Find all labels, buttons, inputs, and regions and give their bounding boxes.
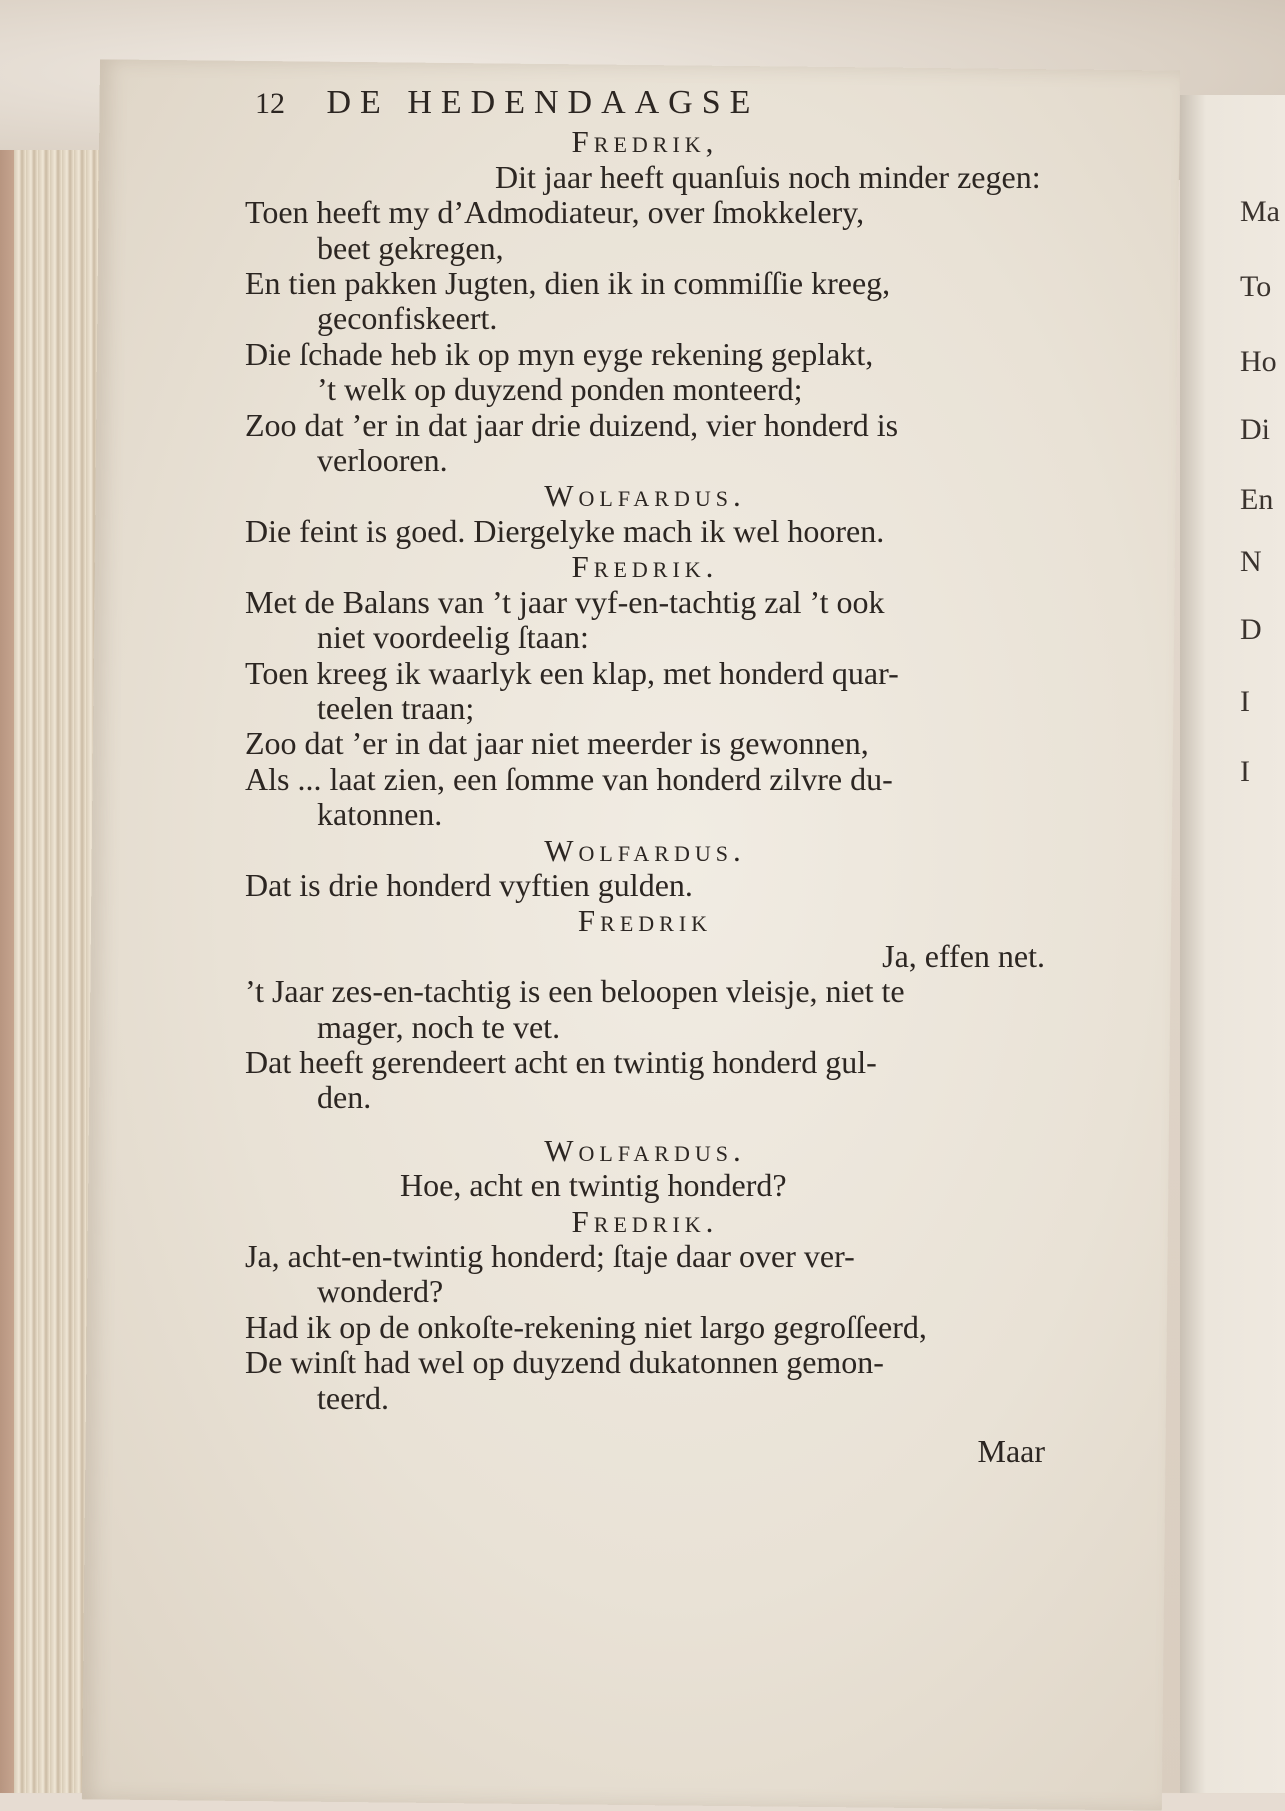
verse-line: Toen kreeg ik waarlyk een klap, met honderd quar- <box>245 654 899 691</box>
facing-line-fragment: Ma <box>1240 195 1280 228</box>
facing-line-fragment: Ho <box>1240 345 1277 378</box>
verse-line: den. <box>317 1079 372 1116</box>
verse-line: geconfiskeert. <box>317 300 498 337</box>
page-number: 12 <box>255 87 285 120</box>
facing-line-fragment: Di <box>1240 413 1270 446</box>
verse-line: Dat heeft gerendeert acht en twintig honderd gul- <box>245 1043 877 1080</box>
speaker-name: Fredrik <box>577 903 713 939</box>
running-head-title: DE HEDENDAAGSE <box>326 84 760 121</box>
facing-line-fragment: I <box>1240 685 1250 718</box>
verse-line: teerd. <box>317 1379 389 1416</box>
verse-line: Hoe, acht en twintig honderd? <box>400 1167 787 1204</box>
verse-line: Met de Balans van ’t jaar vyf-en-tachtig zal ’t ook <box>245 583 885 620</box>
verse-line: Die feint is goed. Diergelyke mach ik wel hooren. <box>245 512 885 549</box>
speaker-name: Fredrik, <box>571 124 719 160</box>
verse-line: teelen traan; <box>317 689 475 726</box>
verse-line: ’t welk op duyzend ponden monteerd; <box>317 371 803 408</box>
speaker-name: Fredrik. <box>571 549 719 585</box>
verse-line: Ja, effen net. <box>882 937 1045 974</box>
verse-line: Als ... laat zien, een ſomme van honderd zilvre du- <box>245 760 893 797</box>
speaker-name: Wolfardus. <box>544 478 746 514</box>
verse-line: niet voordeelig ſtaan: <box>317 619 589 656</box>
facing-line-fragment: I <box>1240 755 1250 788</box>
verse-line: Zoo dat ’er in dat jaar drie duizend, vier honderd is <box>245 406 899 443</box>
verse-line: verlooren. <box>317 442 448 479</box>
verse-line: mager, noch te vet. <box>317 1008 561 1045</box>
verse-line: Zoo dat ’er in dat jaar niet meerder is gewonnen, <box>245 725 869 762</box>
verse-line: Had ik op de onkoſte-rekening niet largo gegroſſeerd, <box>245 1308 927 1345</box>
verse-line: Dit jaar heeft quanſuis noch minder zegen: <box>495 158 1041 195</box>
facing-line-fragment: N <box>1240 545 1262 578</box>
facing-line-fragment: En <box>1240 483 1274 516</box>
verse-line: beet gekregen, <box>317 229 504 266</box>
verse-line: Toen heeft my d’Admodiateur, over ſmokkelery, <box>245 194 865 231</box>
verse-line: En tien pakken Jugten, dien ik in commiſſie kreeg, <box>245 265 891 302</box>
facing-line-fragment: To <box>1240 270 1272 303</box>
dialogue-body <box>245 124 1045 1416</box>
verse-line: ’t Jaar zes-en-tachtig is een beloopen vleisje, niet te <box>245 973 905 1010</box>
verse-line: katonnen. <box>317 796 443 833</box>
speaker-name: Wolfardus. <box>544 1132 746 1168</box>
verse-line: Dat is drie honderd vyftien gulden. <box>245 866 693 903</box>
verse-line: Die ſchade heb ik op myn eyge rekening geplakt, <box>245 335 874 372</box>
spacer <box>245 1116 1045 1133</box>
facing-page <box>1180 95 1285 1793</box>
verse-line: De winſt had wel op duyzend dukatonnen gemon- <box>245 1344 884 1381</box>
catchword: Maar <box>977 1433 1045 1470</box>
speaker-name: Wolfardus. <box>544 832 746 868</box>
page-text <box>245 85 1045 1469</box>
verse-line: Ja, acht-en-twintig honderd; ſtaje daar over ver- <box>245 1238 855 1274</box>
verse-line: wonderd? <box>317 1273 444 1310</box>
running-header <box>255 85 1045 121</box>
speaker-name: Fredrik. <box>571 1203 719 1239</box>
facing-line-fragment: D <box>1240 613 1262 646</box>
